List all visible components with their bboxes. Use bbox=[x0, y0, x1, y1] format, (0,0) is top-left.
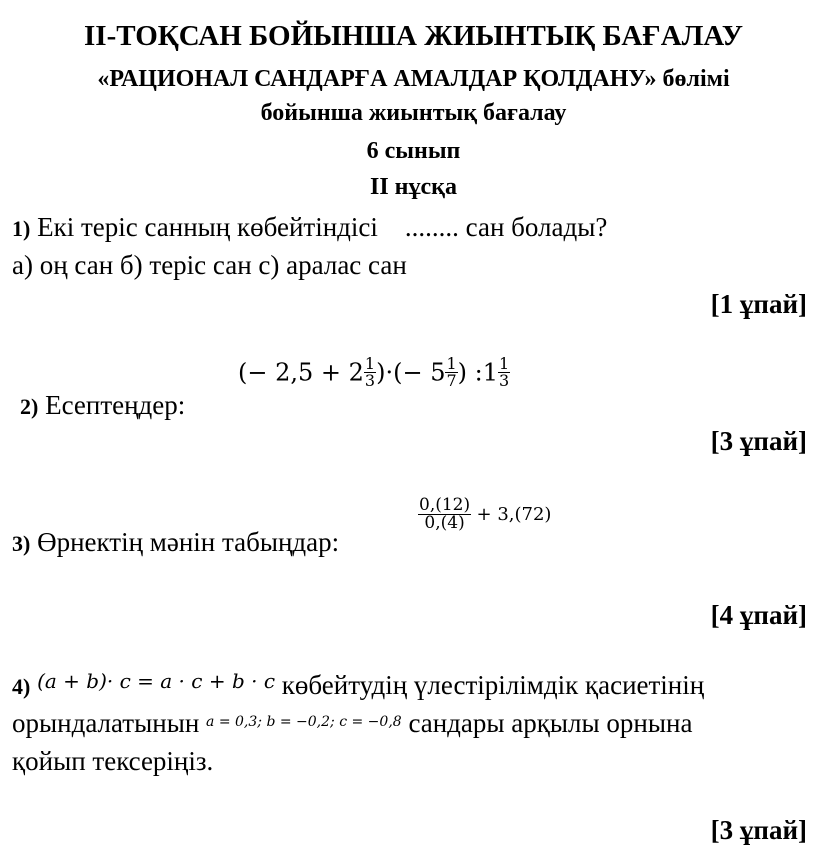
expr2-fraction-1: $\frac{1}{3}$ bbox=[364, 354, 376, 390]
question-2-points: [3 ұпай] bbox=[710, 426, 807, 456]
expr2-part3: ) :1 bbox=[457, 358, 499, 387]
question-3-text: Өрнектің мәнін табыңдар: bbox=[37, 527, 340, 557]
question-2-text: Есептеңдер: bbox=[45, 390, 186, 420]
question-4-values: a = 0,3; b = −0,2; c = −0,8 bbox=[206, 714, 402, 730]
expr2-part1: (− 2,5 + 2 bbox=[238, 358, 364, 387]
question-2 bbox=[20, 390, 185, 421]
question-4-text-1: көбейтудің үлестірілімдік қасиетінің bbox=[281, 670, 705, 700]
question-4-text-2a: орындалатынын bbox=[12, 708, 200, 738]
question-3-points: [4 ұпай] bbox=[710, 600, 807, 630]
question-4-line-3: қойып тексеріңіз. bbox=[12, 746, 214, 776]
question-4-text-2b: сандары арқылы орнына bbox=[408, 708, 693, 738]
variant-label: ІІ нұсқа bbox=[370, 174, 457, 200]
question-4-formula: (a + b)· c = a · c + b · c bbox=[37, 669, 276, 693]
question-1-points: [1 ұпай] bbox=[710, 289, 807, 319]
question-2-number: 2) bbox=[20, 394, 39, 419]
question-3-expression bbox=[418, 497, 551, 532]
expr2-fraction-2: $\frac{1}{7}$ bbox=[446, 354, 457, 390]
question-4-line-2 bbox=[12, 708, 692, 739]
question-1-options: а) оң сан б) теріс сан с) аралас сан bbox=[12, 250, 407, 280]
expr3-rest: + 3,(72) bbox=[476, 504, 552, 525]
page-title: ІІ-ТОҚСАН БОЙЫНША ЖИЫНТЫҚ БАҒАЛАУ bbox=[84, 20, 743, 52]
expr2-part2: )·(− 5 bbox=[376, 358, 446, 387]
question-1-text: Екі теріс санның көбейтіндісі ........ сан болады? bbox=[37, 212, 608, 242]
question-1-number: 1) bbox=[12, 216, 31, 241]
expr3-fraction: $\frac{0,(12)}{0,(4)}$ bbox=[419, 495, 471, 533]
expr2-fraction-3: $\frac{1}{3}$ bbox=[499, 354, 510, 390]
question-1 bbox=[12, 212, 607, 243]
question-3-number: 3) bbox=[12, 531, 31, 556]
section-subtitle: бойынша жиынтық бағалау bbox=[260, 100, 567, 126]
question-4-points: [3 ұпай] bbox=[710, 815, 807, 845]
question-4-number: 4) bbox=[12, 674, 31, 699]
question-4-line-1 bbox=[12, 670, 704, 701]
question-2-expression bbox=[238, 356, 510, 389]
section-title: «РАЦИОНАЛ САНДАРҒА АМАЛДАР ҚОЛДАНУ» бөлімі bbox=[97, 66, 730, 92]
grade-label: 6 сынып bbox=[366, 138, 461, 164]
question-3 bbox=[12, 527, 339, 558]
